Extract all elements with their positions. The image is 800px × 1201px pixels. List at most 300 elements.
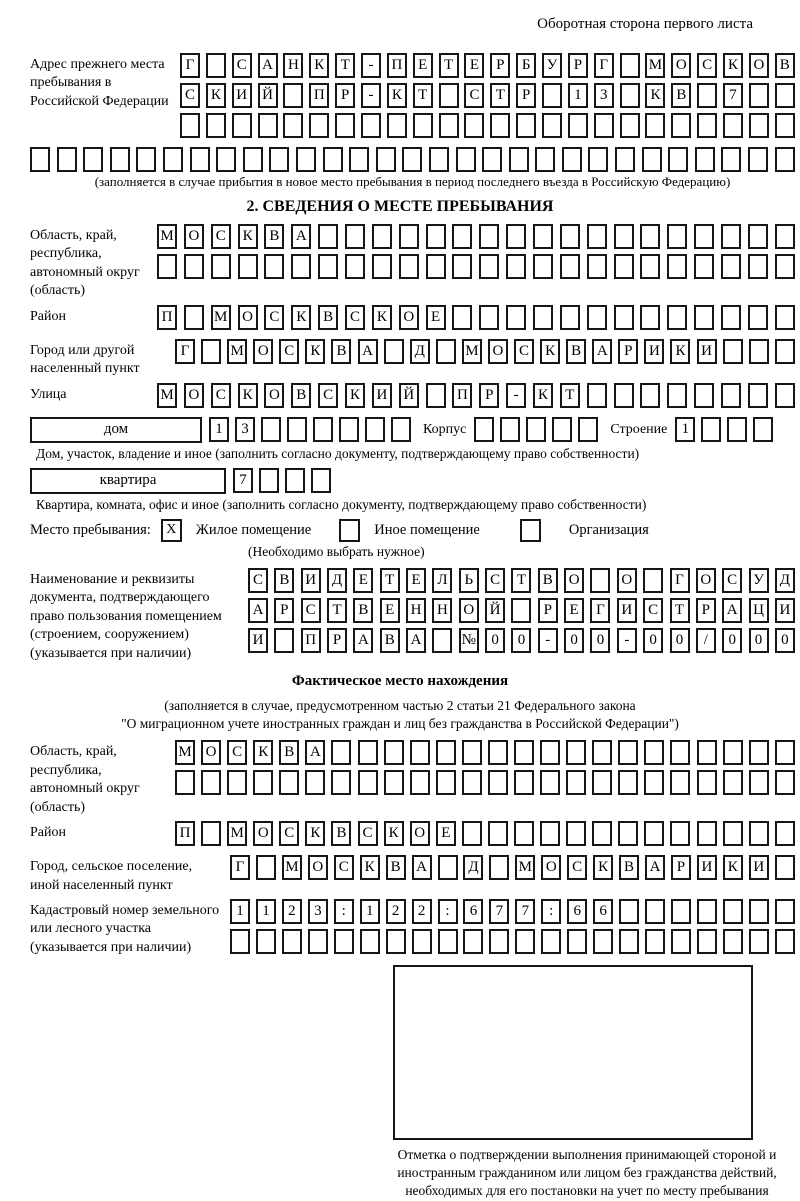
char-cell[interactable]: К: [253, 740, 273, 765]
char-cell[interactable]: [432, 628, 452, 653]
char-cell[interactable]: [474, 417, 494, 442]
char-cell[interactable]: 0: [749, 628, 769, 653]
char-cell[interactable]: [506, 224, 526, 249]
char-cell[interactable]: [514, 740, 534, 765]
char-cell[interactable]: 6: [463, 899, 483, 924]
char-cell[interactable]: [157, 254, 177, 279]
char-cell[interactable]: [749, 83, 769, 108]
char-cell[interactable]: [83, 147, 103, 172]
char-cell[interactable]: [243, 147, 263, 172]
char-cell[interactable]: К: [533, 383, 553, 408]
char-cell[interactable]: О: [238, 305, 258, 330]
char-cell[interactable]: Н: [406, 598, 426, 623]
char-cell[interactable]: [560, 224, 580, 249]
char-cell[interactable]: [697, 113, 717, 138]
char-cell[interactable]: [694, 224, 714, 249]
char-cell[interactable]: [436, 740, 456, 765]
char-cell[interactable]: 3: [308, 899, 328, 924]
char-cell[interactable]: [645, 929, 665, 954]
char-cell[interactable]: А: [291, 224, 311, 249]
char-cell[interactable]: [308, 929, 328, 954]
char-cell[interactable]: [488, 740, 508, 765]
char-cell[interactable]: [614, 383, 634, 408]
char-cell[interactable]: [748, 383, 768, 408]
char-cell[interactable]: И: [617, 598, 637, 623]
char-cell[interactable]: [500, 417, 520, 442]
char-cell[interactable]: [283, 83, 303, 108]
char-cell[interactable]: Р: [538, 598, 558, 623]
char-cell[interactable]: Ц: [749, 598, 769, 623]
char-cell[interactable]: [697, 821, 717, 846]
char-cell[interactable]: [590, 568, 610, 593]
char-cell[interactable]: [479, 254, 499, 279]
char-cell[interactable]: И: [749, 855, 769, 880]
char-cell[interactable]: Т: [335, 53, 355, 78]
char-cell[interactable]: [282, 929, 302, 954]
char-cell[interactable]: [667, 383, 687, 408]
char-cell[interactable]: А: [248, 598, 268, 623]
char-cell[interactable]: [540, 821, 560, 846]
char-cell[interactable]: [749, 929, 769, 954]
char-cell[interactable]: [671, 113, 691, 138]
char-cell[interactable]: Е: [426, 305, 446, 330]
char-cell[interactable]: Р: [327, 628, 347, 653]
char-cell[interactable]: [694, 254, 714, 279]
char-cell[interactable]: В: [331, 821, 351, 846]
char-cell[interactable]: С: [697, 53, 717, 78]
char-cell[interactable]: [489, 855, 509, 880]
char-cell[interactable]: 0: [564, 628, 584, 653]
char-cell[interactable]: [592, 770, 612, 795]
char-cell[interactable]: [721, 224, 741, 249]
char-cell[interactable]: М: [157, 383, 177, 408]
char-cell[interactable]: А: [406, 628, 426, 653]
char-cell[interactable]: У: [542, 53, 562, 78]
char-cell[interactable]: А: [722, 598, 742, 623]
char-cell[interactable]: Т: [511, 568, 531, 593]
char-cell[interactable]: [619, 899, 639, 924]
char-cell[interactable]: [206, 113, 226, 138]
char-cell[interactable]: [775, 113, 795, 138]
char-cell[interactable]: 0: [485, 628, 505, 653]
char-cell[interactable]: В: [380, 628, 400, 653]
char-cell[interactable]: [399, 224, 419, 249]
char-cell[interactable]: О: [253, 339, 273, 364]
char-cell[interactable]: [331, 770, 351, 795]
char-cell[interactable]: [566, 740, 586, 765]
char-cell[interactable]: С: [485, 568, 505, 593]
char-cell[interactable]: [542, 83, 562, 108]
char-cell[interactable]: [311, 468, 331, 493]
char-cell[interactable]: [261, 417, 281, 442]
char-cell[interactable]: [644, 821, 664, 846]
char-cell[interactable]: М: [211, 305, 231, 330]
char-cell[interactable]: В: [264, 224, 284, 249]
char-cell[interactable]: [462, 770, 482, 795]
char-cell[interactable]: [358, 740, 378, 765]
char-cell[interactable]: О: [201, 740, 221, 765]
char-cell[interactable]: [439, 113, 459, 138]
char-cell[interactable]: 0: [643, 628, 663, 653]
char-cell[interactable]: [592, 740, 612, 765]
char-cell[interactable]: [723, 929, 743, 954]
char-cell[interactable]: [429, 147, 449, 172]
char-cell[interactable]: [619, 929, 639, 954]
char-cell[interactable]: [615, 147, 635, 172]
char-cell[interactable]: К: [305, 339, 325, 364]
char-cell[interactable]: [339, 417, 359, 442]
char-cell[interactable]: Е: [413, 53, 433, 78]
char-cell[interactable]: К: [372, 305, 392, 330]
char-cell[interactable]: [360, 929, 380, 954]
char-cell[interactable]: [201, 821, 221, 846]
char-cell[interactable]: [533, 254, 553, 279]
char-cell[interactable]: [291, 254, 311, 279]
char-cell[interactable]: [568, 113, 588, 138]
char-cell[interactable]: С: [567, 855, 587, 880]
char-cell[interactable]: [57, 147, 77, 172]
char-cell[interactable]: [452, 305, 472, 330]
char-cell[interactable]: Р: [335, 83, 355, 108]
char-cell[interactable]: -: [617, 628, 637, 653]
char-cell[interactable]: :: [541, 899, 561, 924]
char-cell[interactable]: Й: [399, 383, 419, 408]
char-cell[interactable]: В: [538, 568, 558, 593]
char-cell[interactable]: М: [227, 339, 247, 364]
char-cell[interactable]: [136, 147, 156, 172]
char-cell[interactable]: В: [279, 740, 299, 765]
char-cell[interactable]: [438, 929, 458, 954]
char-cell[interactable]: Р: [568, 53, 588, 78]
char-cell[interactable]: [358, 770, 378, 795]
char-cell[interactable]: [391, 417, 411, 442]
char-cell[interactable]: О: [184, 383, 204, 408]
char-cell[interactable]: [216, 147, 236, 172]
char-cell[interactable]: [464, 113, 484, 138]
char-cell[interactable]: [318, 224, 338, 249]
char-cell[interactable]: 1: [360, 899, 380, 924]
char-cell[interactable]: [775, 770, 795, 795]
char-cell[interactable]: [723, 339, 743, 364]
char-cell[interactable]: 2: [282, 899, 302, 924]
char-cell[interactable]: [184, 254, 204, 279]
char-cell[interactable]: [614, 254, 634, 279]
char-cell[interactable]: [749, 899, 769, 924]
char-cell[interactable]: [509, 147, 529, 172]
char-cell[interactable]: М: [462, 339, 482, 364]
char-cell[interactable]: [697, 740, 717, 765]
char-cell[interactable]: [566, 821, 586, 846]
char-cell[interactable]: О: [749, 53, 769, 78]
char-cell[interactable]: А: [645, 855, 665, 880]
char-cell[interactable]: [372, 224, 392, 249]
char-cell[interactable]: [180, 113, 200, 138]
char-cell[interactable]: [426, 224, 446, 249]
char-cell[interactable]: 0: [670, 628, 690, 653]
char-cell[interactable]: [426, 383, 446, 408]
char-cell[interactable]: Л: [432, 568, 452, 593]
char-cell[interactable]: Е: [380, 598, 400, 623]
char-cell[interactable]: С: [301, 598, 321, 623]
char-cell[interactable]: [644, 770, 664, 795]
char-cell[interactable]: 7: [233, 468, 253, 493]
char-cell[interactable]: [775, 383, 795, 408]
char-cell[interactable]: [721, 147, 741, 172]
char-cell[interactable]: С: [318, 383, 338, 408]
char-cell[interactable]: Ь: [459, 568, 479, 593]
char-cell[interactable]: [413, 113, 433, 138]
char-cell[interactable]: [748, 305, 768, 330]
char-cell[interactable]: [560, 305, 580, 330]
apartment-box[interactable]: квартира: [30, 468, 226, 494]
char-cell[interactable]: [640, 383, 660, 408]
char-cell[interactable]: В: [353, 598, 373, 623]
char-cell[interactable]: [238, 254, 258, 279]
char-cell[interactable]: О: [410, 821, 430, 846]
char-cell[interactable]: [426, 254, 446, 279]
char-cell[interactable]: -: [361, 53, 381, 78]
char-cell[interactable]: О: [459, 598, 479, 623]
char-cell[interactable]: С: [643, 598, 663, 623]
char-cell[interactable]: С: [334, 855, 354, 880]
char-cell[interactable]: [587, 305, 607, 330]
char-cell[interactable]: [749, 740, 769, 765]
char-cell[interactable]: [287, 417, 307, 442]
char-cell[interactable]: Г: [175, 339, 195, 364]
char-cell[interactable]: Н: [283, 53, 303, 78]
char-cell[interactable]: Т: [490, 83, 510, 108]
char-cell[interactable]: Е: [406, 568, 426, 593]
char-cell[interactable]: [490, 113, 510, 138]
char-cell[interactable]: [201, 339, 221, 364]
char-cell[interactable]: Т: [439, 53, 459, 78]
char-cell[interactable]: К: [309, 53, 329, 78]
char-cell[interactable]: 2: [386, 899, 406, 924]
char-cell[interactable]: С: [232, 53, 252, 78]
char-cell[interactable]: О: [564, 568, 584, 593]
char-cell[interactable]: К: [387, 83, 407, 108]
char-cell[interactable]: Г: [230, 855, 250, 880]
char-cell[interactable]: [748, 224, 768, 249]
char-cell[interactable]: [644, 740, 664, 765]
char-cell[interactable]: В: [775, 53, 795, 78]
char-cell[interactable]: О: [696, 568, 716, 593]
char-cell[interactable]: О: [671, 53, 691, 78]
char-cell[interactable]: Й: [485, 598, 505, 623]
char-cell[interactable]: [533, 224, 553, 249]
char-cell[interactable]: :: [334, 899, 354, 924]
char-cell[interactable]: [721, 254, 741, 279]
char-cell[interactable]: Г: [670, 568, 690, 593]
char-cell[interactable]: С: [264, 305, 284, 330]
char-cell[interactable]: [296, 147, 316, 172]
char-cell[interactable]: [614, 224, 634, 249]
char-cell[interactable]: [535, 147, 555, 172]
char-cell[interactable]: [279, 770, 299, 795]
char-cell[interactable]: [511, 598, 531, 623]
char-cell[interactable]: П: [387, 53, 407, 78]
char-cell[interactable]: В: [386, 855, 406, 880]
char-cell[interactable]: Т: [670, 598, 690, 623]
char-cell[interactable]: [748, 147, 768, 172]
char-cell[interactable]: 7: [489, 899, 509, 924]
char-cell[interactable]: [283, 113, 303, 138]
char-cell[interactable]: К: [291, 305, 311, 330]
char-cell[interactable]: [620, 83, 640, 108]
char-cell[interactable]: Р: [490, 53, 510, 78]
char-cell[interactable]: [671, 929, 691, 954]
char-cell[interactable]: [748, 254, 768, 279]
char-cell[interactable]: [668, 147, 688, 172]
char-cell[interactable]: [489, 929, 509, 954]
char-cell[interactable]: 0: [722, 628, 742, 653]
char-cell[interactable]: В: [274, 568, 294, 593]
char-cell[interactable]: А: [353, 628, 373, 653]
char-cell[interactable]: [749, 113, 769, 138]
char-cell[interactable]: [694, 383, 714, 408]
char-cell[interactable]: [645, 899, 665, 924]
char-cell[interactable]: [753, 417, 773, 442]
char-cell[interactable]: [201, 770, 221, 795]
char-cell[interactable]: [410, 740, 430, 765]
char-cell[interactable]: [274, 628, 294, 653]
char-cell[interactable]: [552, 417, 572, 442]
char-cell[interactable]: [259, 468, 279, 493]
char-cell[interactable]: 6: [593, 899, 613, 924]
char-cell[interactable]: [618, 740, 638, 765]
char-cell[interactable]: Б: [516, 53, 536, 78]
char-cell[interactable]: И: [697, 855, 717, 880]
char-cell[interactable]: С: [514, 339, 534, 364]
char-cell[interactable]: У: [749, 568, 769, 593]
char-cell[interactable]: [618, 770, 638, 795]
char-cell[interactable]: К: [593, 855, 613, 880]
char-cell[interactable]: [402, 147, 422, 172]
char-cell[interactable]: Р: [671, 855, 691, 880]
char-cell[interactable]: [323, 147, 343, 172]
char-cell[interactable]: [365, 417, 385, 442]
char-cell[interactable]: О: [488, 339, 508, 364]
char-cell[interactable]: [410, 770, 430, 795]
char-cell[interactable]: [775, 929, 795, 954]
char-cell[interactable]: [566, 770, 586, 795]
char-cell[interactable]: [384, 770, 404, 795]
char-cell[interactable]: [384, 740, 404, 765]
char-cell[interactable]: [775, 305, 795, 330]
char-cell[interactable]: [372, 254, 392, 279]
char-cell[interactable]: [593, 929, 613, 954]
char-cell[interactable]: [345, 254, 365, 279]
char-cell[interactable]: П: [157, 305, 177, 330]
char-cell[interactable]: [232, 113, 252, 138]
char-cell[interactable]: К: [723, 53, 743, 78]
char-cell[interactable]: Р: [479, 383, 499, 408]
stay-type-checkbox-residential[interactable]: X: [161, 519, 182, 542]
char-cell[interactable]: [620, 53, 640, 78]
char-cell[interactable]: №: [459, 628, 479, 653]
char-cell[interactable]: Е: [436, 821, 456, 846]
char-cell[interactable]: С: [464, 83, 484, 108]
char-cell[interactable]: [723, 770, 743, 795]
char-cell[interactable]: П: [175, 821, 195, 846]
char-cell[interactable]: [749, 821, 769, 846]
char-cell[interactable]: [462, 740, 482, 765]
char-cell[interactable]: О: [253, 821, 273, 846]
char-cell[interactable]: [376, 147, 396, 172]
char-cell[interactable]: 0: [511, 628, 531, 653]
char-cell[interactable]: [462, 821, 482, 846]
char-cell[interactable]: М: [175, 740, 195, 765]
char-cell[interactable]: [562, 147, 582, 172]
char-cell[interactable]: С: [227, 740, 247, 765]
char-cell[interactable]: К: [384, 821, 404, 846]
char-cell[interactable]: [175, 770, 195, 795]
char-cell[interactable]: О: [264, 383, 284, 408]
char-cell[interactable]: [775, 855, 795, 880]
char-cell[interactable]: К: [670, 339, 690, 364]
char-cell[interactable]: [318, 254, 338, 279]
char-cell[interactable]: О: [399, 305, 419, 330]
char-cell[interactable]: [670, 821, 690, 846]
char-cell[interactable]: [227, 770, 247, 795]
char-cell[interactable]: [331, 740, 351, 765]
char-cell[interactable]: П: [452, 383, 472, 408]
char-cell[interactable]: И: [775, 598, 795, 623]
char-cell[interactable]: [253, 770, 273, 795]
char-cell[interactable]: [163, 147, 183, 172]
char-cell[interactable]: [345, 224, 365, 249]
char-cell[interactable]: И: [697, 339, 717, 364]
char-cell[interactable]: [723, 821, 743, 846]
char-cell[interactable]: [775, 821, 795, 846]
char-cell[interactable]: П: [309, 83, 329, 108]
char-cell[interactable]: С: [180, 83, 200, 108]
char-cell[interactable]: С: [279, 339, 299, 364]
char-cell[interactable]: В: [671, 83, 691, 108]
char-cell[interactable]: [695, 147, 715, 172]
char-cell[interactable]: Р: [516, 83, 536, 108]
char-cell[interactable]: [479, 224, 499, 249]
char-cell[interactable]: С: [722, 568, 742, 593]
char-cell[interactable]: Д: [775, 568, 795, 593]
char-cell[interactable]: К: [360, 855, 380, 880]
char-cell[interactable]: Т: [413, 83, 433, 108]
char-cell[interactable]: С: [279, 821, 299, 846]
char-cell[interactable]: И: [372, 383, 392, 408]
char-cell[interactable]: [697, 83, 717, 108]
char-cell[interactable]: [671, 899, 691, 924]
char-cell[interactable]: [723, 899, 743, 924]
char-cell[interactable]: Р: [618, 339, 638, 364]
char-cell[interactable]: [463, 929, 483, 954]
char-cell[interactable]: [110, 147, 130, 172]
char-cell[interactable]: [482, 147, 502, 172]
char-cell[interactable]: Р: [274, 598, 294, 623]
char-cell[interactable]: А: [258, 53, 278, 78]
char-cell[interactable]: [560, 254, 580, 279]
char-cell[interactable]: [640, 305, 660, 330]
char-cell[interactable]: К: [305, 821, 325, 846]
char-cell[interactable]: [285, 468, 305, 493]
char-cell[interactable]: [516, 113, 536, 138]
char-cell[interactable]: [335, 113, 355, 138]
char-cell[interactable]: 3: [594, 83, 614, 108]
char-cell[interactable]: [479, 305, 499, 330]
char-cell[interactable]: [642, 147, 662, 172]
char-cell[interactable]: И: [248, 628, 268, 653]
char-cell[interactable]: [588, 147, 608, 172]
char-cell[interactable]: С: [211, 383, 231, 408]
